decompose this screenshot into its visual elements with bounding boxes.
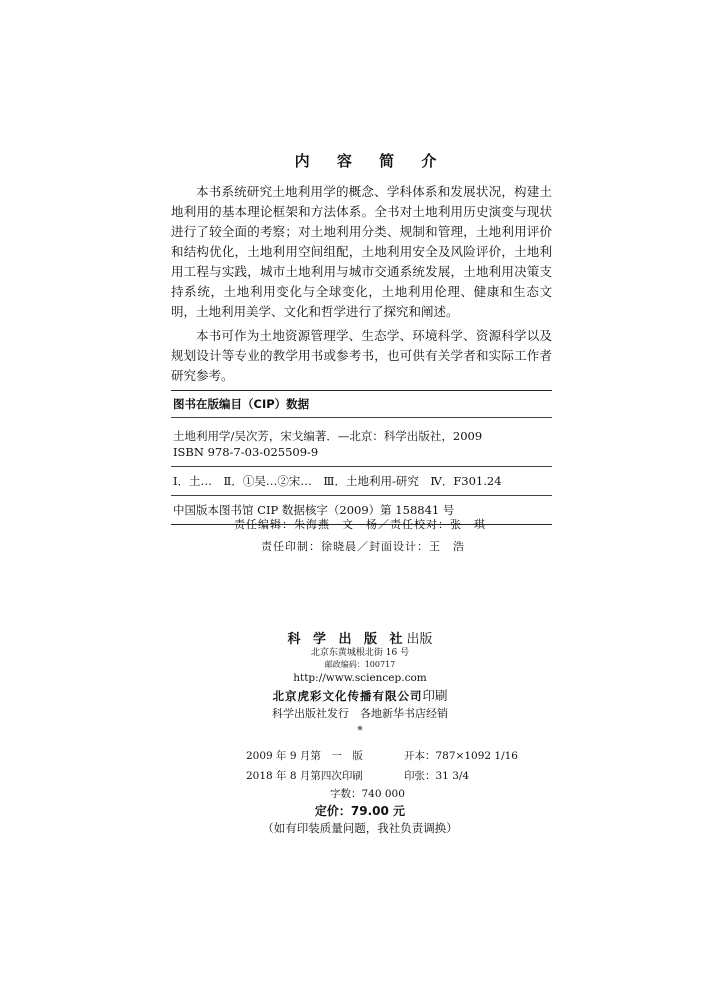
imprint-block <box>0 628 720 738</box>
format-line: 开本：787×1092 1/16 <box>404 750 518 762</box>
quality-note: （如有印装质量问题，我社负责调换） <box>262 821 458 835</box>
cip-record <box>171 418 552 466</box>
printing-line: 2018 年 8 月第四次印刷 <box>246 770 363 782</box>
publisher-logo-text: 科 学 出 版 社 <box>287 632 407 647</box>
summary-paragraph-1: 本书系统研究土地利用学的概念、学科体系和发展状况，构建土地利用的基本理论框架和方法体系。全书对土地利用历史演变与现状进行了较全面的考察；对土地利用分类、规制和管理，土地利用评价和结构优化，土地利用空间组配，土地利用安全及风险评价，土地利用工程与实践，城市土地利用与城市交通系统发展，土地利用决策支持系统，土地利用变化与全球变化，土地利用伦理、健康和生态文明，土地利用美学、文化和哲学进行了探究和阐述。 <box>171 184 552 319</box>
production-credits: 责任印制：徐晓晨／封面设计：王 浩 <box>261 540 465 553</box>
distribution-line: 科学出版社发行 各地新华书店经销 <box>272 707 448 720</box>
publisher-address: 北京东黄城根北街 16 号 <box>310 648 410 658</box>
printer-suffix: 印刷 <box>422 688 448 703</box>
price-line: 定价：79.00 元 <box>314 804 406 818</box>
printer-name <box>0 686 720 704</box>
cip-isbn-line: ISBN 978-7-03-025509-9 <box>173 445 319 459</box>
edition-line: 2009 年 9 月第 一 版 <box>246 750 363 762</box>
publisher-suffix: 出版 <box>406 632 433 647</box>
summary-title: 内 容 简 介 <box>294 152 448 170</box>
publisher-postcode: 邮政编码：100717 <box>324 660 396 669</box>
editor-credits: 责任编辑：朱海燕 文 杨／责任校对：张 琪 <box>234 518 486 531</box>
cip-data-block <box>171 390 552 525</box>
cip-classification <box>171 467 552 495</box>
publisher-website: http://www.sciencep.com <box>293 672 427 684</box>
publisher-name <box>0 628 720 647</box>
wordcount-line: 字数：740 000 <box>330 788 405 800</box>
sheets-line: 印张：31 3/4 <box>404 770 470 782</box>
cip-heading: 图书在版编目（CIP）数据 <box>173 397 310 411</box>
summary-paragraph-2: 本书可作为土地资源管理学、生态学、环境科学、资源科学以及规划设计等专业的教学用书或参考书，也可供有关学者和实际工作者研究参考。 <box>171 328 552 383</box>
cip-library-line: 中国版本图书馆 CIP 数据核字（2009）第 158841 号 <box>173 503 455 517</box>
cip-title-line: 土地利用学/吴次芳，宋戈编著．—北京：科学出版社，2009 <box>173 429 483 443</box>
printer-logo-text: 北京虎彩文化传播有限公司 <box>272 689 423 703</box>
cip-classification-line: Ⅰ．土… Ⅱ．①吴…②宋… Ⅲ．土地利用-研究 Ⅳ．F301.24 <box>173 474 502 488</box>
separator-star: * <box>357 724 363 737</box>
summary-section <box>171 182 552 390</box>
